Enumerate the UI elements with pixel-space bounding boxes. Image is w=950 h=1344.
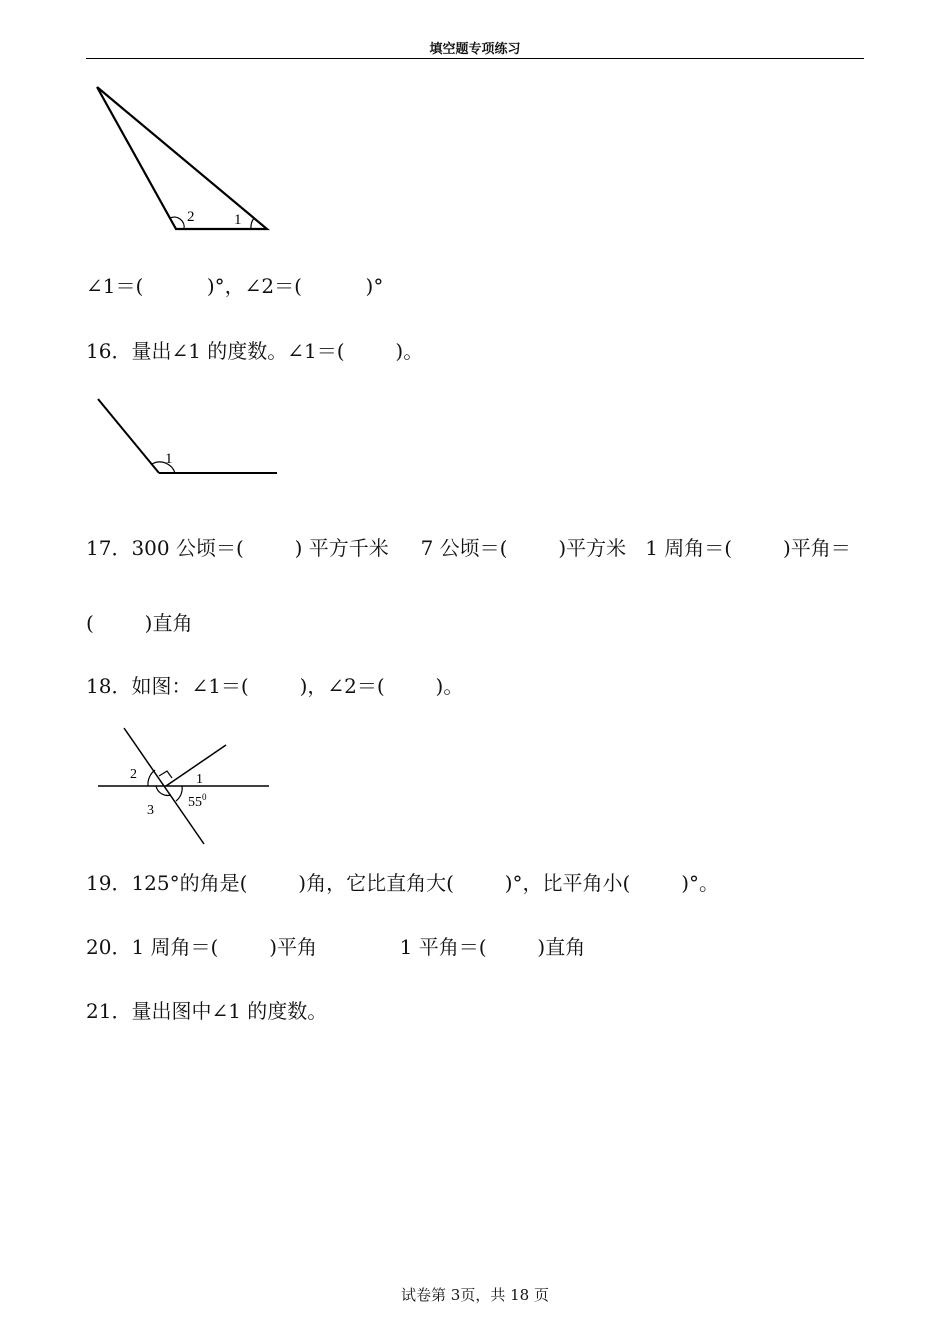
q18-lines-figure [86, 720, 286, 850]
q17-question-line2: ( )直角 [86, 611, 193, 635]
page-footer: 试卷第 3页，共 18 页 [401, 1286, 549, 1304]
angle-ray-upper [98, 399, 159, 473]
angle-55-label [188, 792, 207, 810]
angle-1-label: 1 [234, 212, 242, 228]
page-header-title: 填空题专项练习 [429, 42, 521, 57]
angle-2-label: 2 [187, 209, 195, 225]
angle-2-label: 2 [130, 767, 137, 782]
q15-triangle-figure [86, 80, 286, 240]
angle-1-label: 1 [165, 451, 173, 467]
header-divider [86, 58, 864, 59]
angle-1-label: 1 [196, 772, 203, 787]
angle-1-arc [251, 218, 254, 229]
angle-55-unit: 0 [202, 792, 207, 802]
q17-question-line1: 17．300 公顷＝( ) 平方千米 7 公顷＝( )平方米 1 周角＝( )平角＝ [86, 536, 851, 560]
q15-answer-line: ∠1＝( )°，∠2＝( )° [86, 274, 384, 298]
q20-question: 20．1 周角＝( )平角 1 平角＝( )直角 [86, 935, 586, 959]
q18-question: 18．如图：∠1＝( )，∠2＝( )。 [86, 674, 464, 698]
q19-question: 19．125°的角是( )角，它比直角大( )°，比平角小( )°。 [86, 871, 720, 895]
q21-question: 21．量出图中∠1 的度数。 [86, 999, 328, 1023]
triangle-outline [97, 87, 267, 229]
q16-question: 16．量出∠1 的度数。∠1＝( )。 [86, 339, 424, 363]
angle-55-value: 55 [188, 795, 202, 810]
angle-55-arc [176, 786, 182, 801]
angle-3-label: 3 [147, 803, 154, 818]
right-angle-marker [159, 771, 172, 778]
q16-angle-figure [86, 390, 286, 485]
